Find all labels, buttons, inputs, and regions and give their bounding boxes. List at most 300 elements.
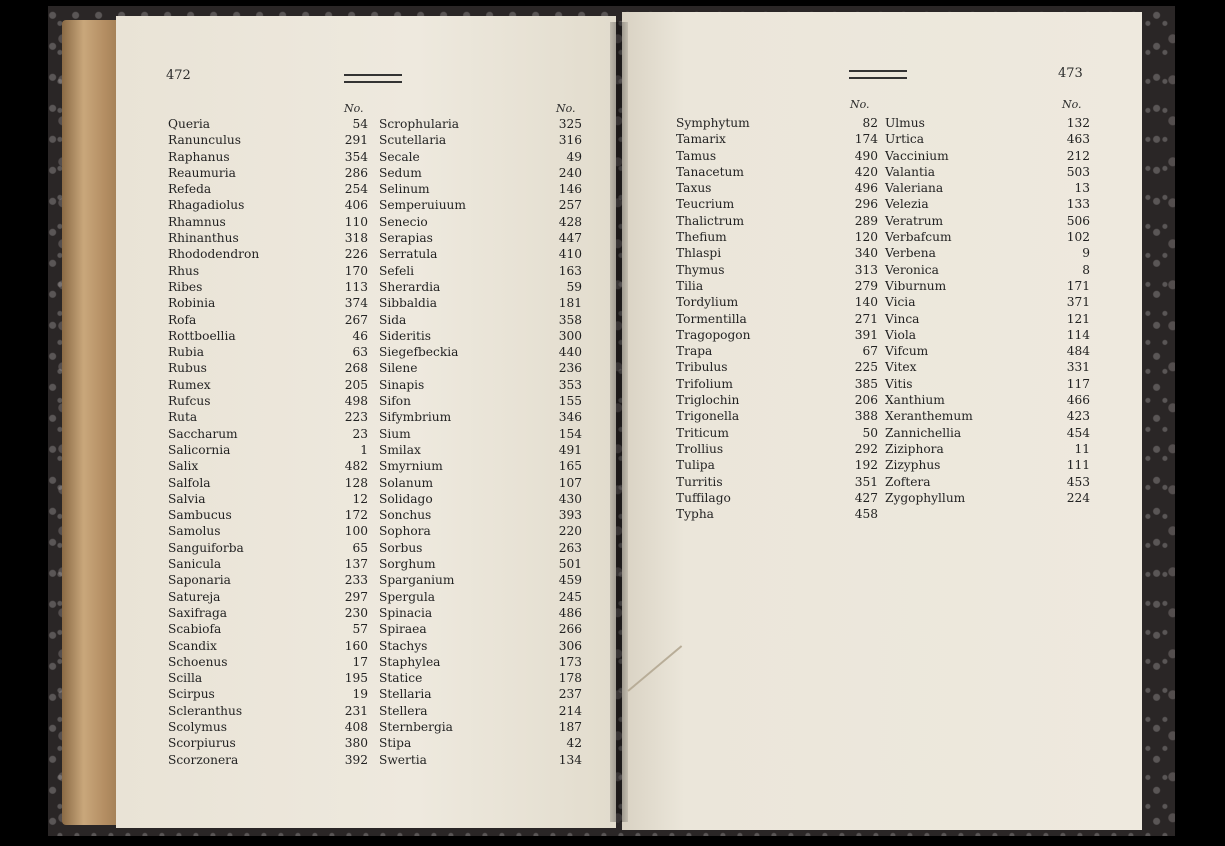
index-entry (168, 197, 368, 213)
entry-number: 271 (854, 311, 878, 326)
index-column-left-1 (168, 116, 368, 768)
index-entry (379, 295, 582, 311)
entry-number: 220 (558, 524, 582, 539)
entry-name: Reaumuria (168, 165, 236, 180)
entry-number: 170 (344, 263, 368, 278)
index-entry (379, 442, 582, 458)
entry-name: Serapias (379, 231, 433, 246)
index-entry (676, 457, 878, 473)
index-entry (168, 409, 368, 425)
entry-number: 102 (1066, 230, 1090, 245)
entry-number: 346 (558, 410, 582, 425)
index-entry (379, 458, 582, 474)
entry-name: Smilax (379, 442, 421, 457)
entry-name: Sefeli (379, 263, 415, 278)
index-entry (885, 392, 1090, 408)
entry-name: Salix (168, 459, 199, 474)
entry-name: Rhamnus (168, 214, 226, 229)
entry-number: 54 (352, 117, 368, 131)
entry-number: 306 (558, 638, 582, 653)
no-header-right-col1: No. (850, 98, 870, 111)
entry-name: Sedum (379, 165, 422, 180)
index-entry (676, 506, 878, 522)
index-entry (379, 719, 582, 735)
entry-name: Tamarix (676, 132, 726, 147)
entry-name: Saxifraga (168, 605, 228, 620)
index-entry (676, 278, 878, 294)
index-entry (168, 735, 368, 751)
entry-name: Scandix (168, 638, 217, 653)
entry-name: Tribulus (676, 360, 728, 375)
entry-name: Zoftera (885, 474, 931, 489)
entry-number: 371 (1066, 295, 1090, 310)
entry-name: Spergula (379, 589, 436, 604)
entry-number: 316 (558, 133, 582, 148)
entry-name: Ruta (168, 410, 198, 425)
index-entry (885, 148, 1090, 164)
entry-number: 114 (1066, 327, 1090, 342)
index-entry (676, 148, 878, 164)
index-entry (379, 589, 582, 605)
entry-number: 111 (1066, 458, 1090, 473)
entry-name: Senecio (379, 214, 428, 229)
right-page (622, 12, 1142, 830)
entry-name: Vifcum (885, 344, 929, 359)
index-entry (885, 343, 1090, 359)
entry-number: 113 (344, 279, 368, 294)
index-entry (885, 474, 1090, 490)
entry-number: 351 (854, 474, 878, 489)
entry-name: Ziziphora (885, 441, 944, 456)
entry-name: Spinacia (379, 605, 433, 620)
index-entry (885, 278, 1090, 294)
entry-name: Scorzonera (168, 752, 239, 767)
entry-name: Ranunculus (168, 133, 241, 148)
entry-number: 214 (558, 703, 582, 718)
entry-number: 266 (558, 622, 582, 637)
entry-number: 427 (854, 490, 878, 505)
entry-name: Thymus (676, 262, 725, 277)
entry-name: Trigonella (676, 409, 740, 424)
index-entry (885, 131, 1090, 147)
entry-name: Sambucus (168, 508, 232, 523)
index-entry (885, 457, 1090, 473)
index-entry (885, 311, 1090, 327)
index-entry (168, 263, 368, 279)
entry-name: Sibbaldia (379, 296, 437, 311)
entry-name: Trapa (676, 344, 713, 359)
index-entry (168, 654, 368, 670)
entry-name: Zizyphus (885, 458, 941, 473)
entry-name: Rhus (168, 263, 200, 278)
entry-number: 17 (352, 654, 368, 669)
entry-name: Saccharum (168, 426, 238, 441)
entry-number: 325 (558, 117, 582, 131)
entry-name: Sida (379, 312, 407, 327)
entry-number: 9 (1082, 246, 1090, 261)
entry-number: 501 (558, 557, 582, 572)
index-entry (379, 393, 582, 409)
entry-name: Typha (676, 507, 714, 522)
index-entry (676, 425, 878, 441)
index-entry (676, 245, 878, 261)
entry-number: 486 (558, 605, 582, 620)
entry-number: 423 (1066, 409, 1090, 424)
index-entry (168, 295, 368, 311)
entry-name: Secale (379, 149, 420, 164)
entry-number: 128 (344, 475, 368, 490)
index-entry (379, 654, 582, 670)
index-entry (379, 279, 582, 295)
index-entry (379, 752, 582, 768)
page-number-left: 472 (166, 68, 191, 83)
book-gutter (610, 22, 628, 822)
index-entry (168, 165, 368, 181)
entry-number: 392 (344, 752, 368, 767)
entry-number: 257 (558, 198, 582, 213)
index-entry (379, 377, 582, 393)
index-entry (676, 164, 878, 180)
entry-name: Viola (885, 327, 916, 342)
entry-number: 223 (344, 410, 368, 425)
entry-name: Selinum (379, 182, 430, 197)
no-header-left-col2: No. (556, 102, 576, 115)
index-entry (379, 214, 582, 230)
index-entry (168, 344, 368, 360)
entry-name: Tulipa (676, 458, 715, 473)
index-entry (168, 686, 368, 702)
entry-number: 140 (854, 295, 878, 310)
index-entry (168, 312, 368, 328)
entry-number: 430 (558, 491, 582, 506)
entry-number: 8 (1082, 262, 1090, 277)
entry-name: Velezia (885, 197, 929, 212)
entry-number: 482 (344, 459, 368, 474)
index-entry (885, 115, 1090, 131)
index-entry (676, 213, 878, 229)
entry-number: 496 (854, 181, 878, 196)
entry-number: 132 (1066, 116, 1090, 130)
entry-name: Sophora (379, 524, 431, 539)
entry-name: Thlaspi (676, 246, 722, 261)
index-entry (379, 670, 582, 686)
entry-number: 225 (854, 360, 878, 375)
entry-name: Sternbergia (379, 719, 453, 734)
entry-number: 42 (566, 736, 582, 751)
entry-name: Stachys (379, 638, 428, 653)
entry-number: 458 (854, 507, 878, 522)
index-entry (168, 556, 368, 572)
entry-name: Urtica (885, 132, 924, 147)
entry-name: Sorghum (379, 557, 436, 572)
entry-number: 49 (566, 149, 582, 164)
entry-name: Rumex (168, 377, 211, 392)
index-entry (676, 408, 878, 424)
entry-number: 137 (344, 557, 368, 572)
entry-number: 296 (854, 197, 878, 212)
index-entry (379, 263, 582, 279)
entry-name: Rubus (168, 361, 207, 376)
index-entry (379, 523, 582, 539)
index-entry (885, 213, 1090, 229)
index-column-left-2 (379, 116, 582, 768)
entry-name: Stipa (379, 736, 412, 751)
index-entry (168, 393, 368, 409)
index-entry (168, 572, 368, 588)
entry-name: Sanguiforba (168, 540, 244, 555)
index-entry (168, 458, 368, 474)
entry-number: 187 (558, 719, 582, 734)
entry-name: Teucrium (676, 197, 735, 212)
entry-number: 263 (558, 540, 582, 555)
index-entry (168, 328, 368, 344)
index-entry (676, 131, 878, 147)
index-entry (379, 197, 582, 213)
index-entry (379, 312, 582, 328)
entry-name: Thalictrum (676, 213, 744, 228)
entry-number: 171 (1066, 278, 1090, 293)
entry-name: Sherardia (379, 279, 441, 294)
entry-number: 300 (558, 328, 582, 343)
entry-number: 57 (352, 622, 368, 637)
entry-name: Scilla (168, 671, 203, 686)
entry-number: 453 (1066, 474, 1090, 489)
entry-number: 374 (344, 296, 368, 311)
entry-number: 19 (352, 687, 368, 702)
header-rule-right (849, 70, 907, 79)
entry-name: Symphytum (676, 116, 750, 130)
entry-number: 466 (1066, 393, 1090, 408)
entry-name: Smyrnium (379, 459, 443, 474)
entry-number: 289 (854, 213, 878, 228)
entry-number: 484 (1066, 344, 1090, 359)
entry-number: 463 (1066, 132, 1090, 147)
entry-number: 498 (344, 394, 368, 409)
index-entry (676, 196, 878, 212)
index-entry (168, 475, 368, 491)
entry-number: 205 (344, 377, 368, 392)
entry-name: Scabiofa (168, 622, 222, 637)
entry-number: 192 (854, 458, 878, 473)
index-entry (168, 442, 368, 458)
entry-name: Staphylea (379, 654, 441, 669)
index-entry (379, 556, 582, 572)
index-entry (168, 132, 368, 148)
entry-name: Samolus (168, 524, 221, 539)
index-entry (676, 262, 878, 278)
entry-number: 380 (344, 736, 368, 751)
index-entry (379, 507, 582, 523)
entry-name: Serratula (379, 247, 438, 262)
index-entry (379, 149, 582, 165)
entry-name: Raphanus (168, 149, 230, 164)
entry-name: Satureja (168, 589, 221, 604)
index-entry (676, 392, 878, 408)
index-entry (168, 360, 368, 376)
entry-name: Valantia (885, 164, 936, 179)
entry-name: Viburnum (885, 278, 947, 293)
entry-number: 206 (854, 393, 878, 408)
entry-name: Triticum (676, 425, 729, 440)
entry-number: 428 (558, 214, 582, 229)
index-entry (379, 360, 582, 376)
entry-name: Vicia (885, 295, 916, 310)
index-entry (885, 229, 1090, 245)
entry-number: 107 (558, 475, 582, 490)
entry-name: Scrophularia (379, 117, 459, 131)
index-entry (676, 343, 878, 359)
entry-name: Tordylium (676, 295, 739, 310)
entry-name: Trollius (676, 441, 724, 456)
entry-number: 454 (1066, 425, 1090, 440)
entry-name: Salfola (168, 475, 211, 490)
index-entry (168, 181, 368, 197)
entry-name: Silene (379, 361, 418, 376)
entry-name: Sinapis (379, 377, 425, 392)
entry-number: 110 (344, 214, 368, 229)
index-entry (676, 359, 878, 375)
index-entry (168, 719, 368, 735)
entry-name: Sparganium (379, 573, 455, 588)
entry-name: Rhododendron (168, 247, 260, 262)
entry-name: Veratrum (885, 213, 944, 228)
entry-name: Rottboellia (168, 328, 236, 343)
entry-number: 313 (854, 262, 878, 277)
index-entry (885, 180, 1090, 196)
entry-name: Scirpus (168, 687, 215, 702)
entry-number: 385 (854, 376, 878, 391)
entry-name: Verbena (885, 246, 936, 261)
entry-number: 160 (344, 638, 368, 653)
index-entry (168, 230, 368, 246)
entry-number: 173 (558, 654, 582, 669)
index-entry (379, 344, 582, 360)
entry-name: Tanacetum (676, 164, 744, 179)
index-entry (168, 116, 368, 132)
entry-name: Xeranthemum (885, 409, 973, 424)
entry-number: 286 (344, 165, 368, 180)
entry-name: Scorpiurus (168, 736, 236, 751)
entry-name: Ribes (168, 279, 203, 294)
entry-number: 165 (558, 459, 582, 474)
entry-name: Sanicula (168, 557, 222, 572)
page-number-right: 473 (1058, 66, 1083, 81)
entry-number: 46 (352, 328, 368, 343)
no-header-left-col1: No. (344, 102, 364, 115)
entry-number: 292 (854, 441, 878, 456)
entry-name: Rubia (168, 345, 204, 360)
entry-name: Scutellaria (379, 133, 447, 148)
entry-number: 388 (854, 409, 878, 424)
entry-name: Swertia (379, 752, 427, 767)
index-entry (168, 214, 368, 230)
index-entry (379, 572, 582, 588)
entry-name: Robinia (168, 296, 216, 311)
entry-number: 172 (344, 508, 368, 523)
index-entry (168, 703, 368, 719)
index-entry (168, 279, 368, 295)
entry-number: 410 (558, 247, 582, 262)
entry-number: 340 (854, 246, 878, 261)
entry-name: Taxus (676, 181, 712, 196)
header-rule-left (344, 74, 402, 83)
entry-name: Rofa (168, 312, 197, 327)
entry-name: Scolymus (168, 719, 227, 734)
index-entry (676, 474, 878, 490)
index-entry (885, 262, 1090, 278)
index-entry (676, 294, 878, 310)
entry-name: Valeriana (885, 181, 944, 196)
index-entry (168, 540, 368, 556)
index-column-right-2 (885, 115, 1090, 506)
entry-number: 155 (558, 394, 582, 409)
index-entry (168, 589, 368, 605)
entry-name: Vinca (885, 311, 920, 326)
entry-name: Vitex (885, 360, 917, 375)
entry-number: 65 (352, 540, 368, 555)
index-entry (168, 507, 368, 523)
entry-name: Trifolium (676, 376, 733, 391)
index-entry (379, 132, 582, 148)
index-entry (885, 359, 1090, 375)
index-entry (379, 491, 582, 507)
entry-number: 174 (854, 132, 878, 147)
entry-number: 440 (558, 345, 582, 360)
index-entry (676, 376, 878, 392)
index-column-right-1 (676, 115, 878, 522)
entry-number: 408 (344, 719, 368, 734)
entry-name: Sium (379, 426, 411, 441)
entry-name: Refeda (168, 182, 212, 197)
index-entry (168, 621, 368, 637)
entry-number: 236 (558, 361, 582, 376)
entry-number: 178 (558, 671, 582, 686)
entry-name: Zygophyllum (885, 490, 966, 505)
entry-number: 279 (854, 278, 878, 293)
entry-number: 146 (558, 182, 582, 197)
entry-number: 491 (558, 442, 582, 457)
entry-name: Sorbus (379, 540, 423, 555)
index-entry (168, 377, 368, 393)
index-entry (168, 605, 368, 621)
entry-name: Veronica (885, 262, 939, 277)
entry-number: 353 (558, 377, 582, 392)
index-entry (885, 408, 1090, 424)
entry-name: Rhagadiolus (168, 198, 245, 213)
entry-number: 291 (344, 133, 368, 148)
entry-number: 50 (862, 425, 878, 440)
entry-number: 230 (344, 605, 368, 620)
entry-number: 121 (1066, 311, 1090, 326)
entry-name: Vaccinium (885, 148, 949, 163)
entry-number: 163 (558, 263, 582, 278)
entry-number: 154 (558, 426, 582, 441)
index-entry (379, 475, 582, 491)
entry-name: Turritis (676, 474, 723, 489)
entry-name: Semperuiuum (379, 198, 466, 213)
entry-number: 406 (344, 198, 368, 213)
entry-number: 1 (360, 442, 368, 457)
entry-number: 63 (352, 345, 368, 360)
index-entry (168, 752, 368, 768)
index-entry (379, 703, 582, 719)
entry-name: Spiraea (379, 622, 427, 637)
index-entry (676, 180, 878, 196)
index-entry (379, 638, 582, 654)
index-entry (379, 605, 582, 621)
entry-name: Tormentilla (676, 311, 747, 326)
index-entry (168, 523, 368, 539)
